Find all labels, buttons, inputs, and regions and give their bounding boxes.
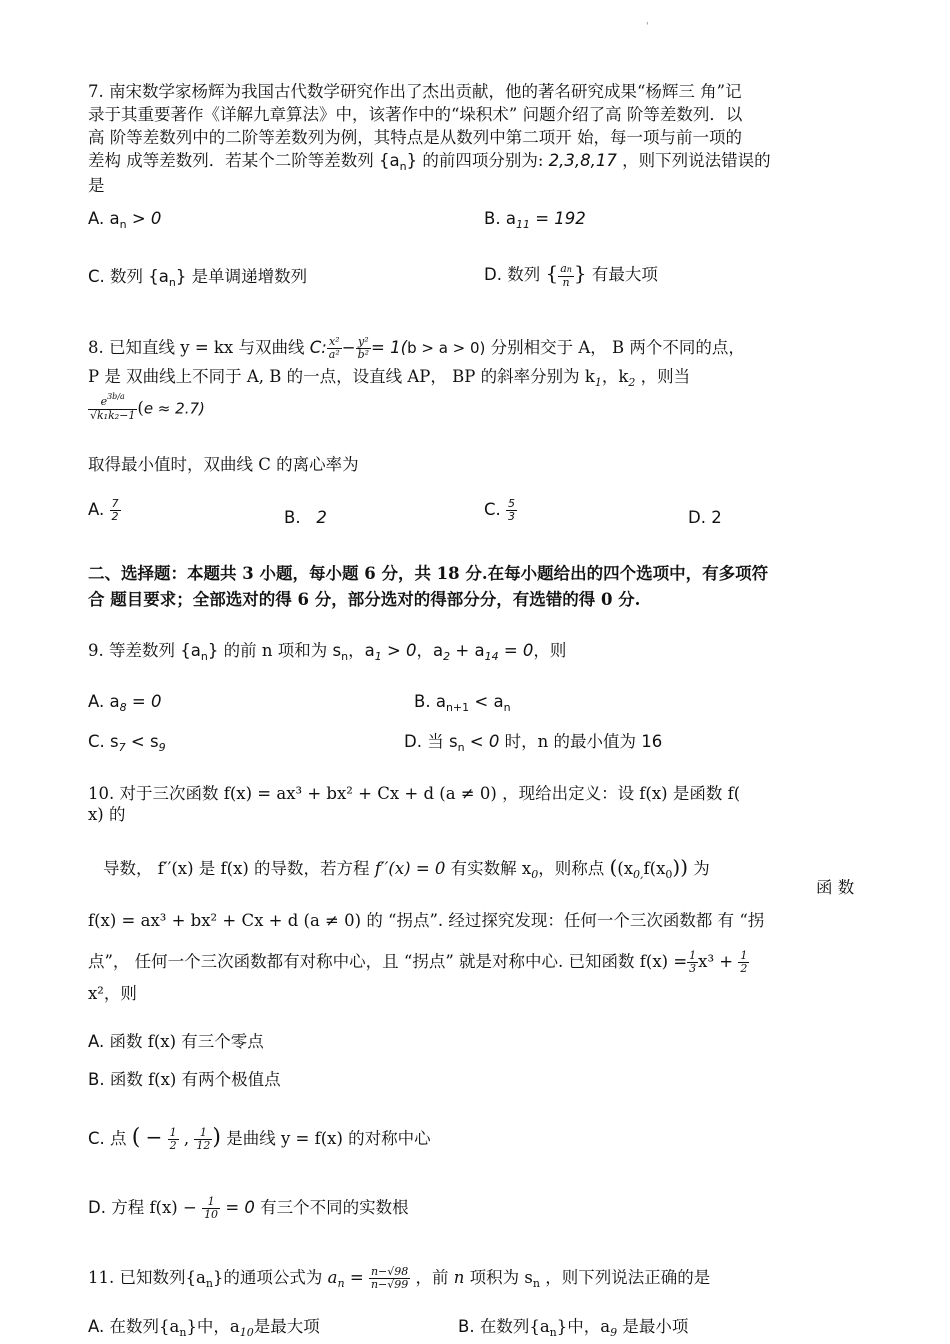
q8-line-3: $\frac{e^{3b/a}}{\text{√k₁k₂−1}}$ (e ≈ 2.7) [90, 392, 205, 422]
q9-stem: 9. 等差数列 $\{a_n\}$ 的前 n 项和为 $s_n$，$a_1 > 0$，$a_2 + a_{14} = 0$，则 [88, 641, 567, 663]
q8-line-2: P 是 双曲线上不同于 A, B 的一点，设直线 AP， BP 的斜率分别为 $k_1$，$k_2$ ，则当 [88, 367, 691, 389]
q7-line-4: 差构 成等差数列．若某个二阶等差数列 $\{a_n\}$ 的前四项分别为: 2,3,8,17 ，则下列说法错误的 [88, 151, 771, 173]
q8-option-c: C. $\frac{5}{3}$ [484, 497, 516, 523]
q8-option-b: B. 2 [284, 508, 327, 527]
q11-stem: 11. 已知数列$\{a_n\}$的通项公式为 $a_n$ = $\frac{n-√98}{n-√99}$ ，前 n 项积为 $s_n$ ，则下列说法正确的是 [88, 1265, 711, 1291]
question-7-stem [88, 80, 864, 197]
q7-option-c: C. 数列 $\{a_n\}$ 是单调递增数列 [88, 267, 308, 289]
q9-option-c: C. $s_7 < s_9$ [88, 732, 166, 754]
q8-line-1: 8. 已知直线 y = kx 与双曲线 C: $\frac{\text{x²}}{\text{a²}}$ − $\frac{\text{y²}}{\text{b²}}$ = 1(b > a > 0) 分别相交于 A， B 两个不同的点， [88, 335, 745, 361]
q8-line-4: 取得最小值时，双曲线 C 的离心率为 [88, 455, 359, 474]
q9-option-a: A. $a_8 = 0$ [88, 692, 162, 714]
q7-line-1: 7. 南宋数学家杨辉为我国古代数学研究作出了杰出贡献，他的著名研究成果“杨辉三 角”记 [88, 82, 742, 101]
q10-line-4: f(x) = ax³ + bx² + Cx + d (a ≠ 0) 的 “拐点”. 经过探究发现：任何一个三次函数都 有 “拐 [88, 911, 765, 930]
q10-line-5: 点”， 任何一个三次函数都有对称中心，且 “拐点” 就是对称中心. 已知函数 f(x) = $\frac{1}{3}$ x³ + $\frac{1}{2}$ [88, 949, 748, 975]
q7-line-2: 录于其重要著作《详解九章算法》中，该著作中的“垛积术” 问题介绍了高 阶等差数列．以 [88, 105, 743, 124]
q7-option-a: A. $a_n > 0$ [88, 209, 162, 231]
q10-line-2: x) 的 [88, 805, 126, 824]
q9-option-b: B. $a_{n+1} < a_n$ [414, 692, 511, 714]
q9-option-d: D. 当 $s_n < 0$ 时，n 的最小值为 16 [404, 732, 663, 754]
q10-line-3: 导数， f′′(x) 是 f(x) 的导数，若方程 f′′(x) = 0 有实数解 $x_0$，则称点 ($(x_{0,}f(x_0))$ 为 [103, 855, 710, 881]
q10-line-6: x²，则 [88, 984, 137, 1003]
q7-line-3: 高 阶等差数列中的二阶等差数列为例，其特点是从数列中第二项开 始，每一项与前一项的 [88, 128, 742, 147]
q10-option-a: A. 函数 f(x) 有三个零点 [88, 1032, 264, 1051]
q11-option-b: B. 在数列$\{a_n\}$中，$a_9$ 是最小项 [458, 1317, 689, 1339]
page-mark: ' [646, 22, 649, 32]
q11-option-a: A. 在数列$\{a_n\}$中，$a_{10}$是最大项 [88, 1317, 320, 1339]
q10-line-1: 10. 对于三次函数 f(x) = ax³ + bx² + Cx + d (a ≠ 0) ，现给出定义：设 f(x) 是函数 f( [88, 784, 741, 803]
q10-line-3b: 函 数 [816, 878, 855, 897]
q7-line-5: 是 [88, 176, 105, 195]
section-2-header: 二、选择题：本题共 3 小题，每小题 6 分，共 18 分.在每小题给出的四个选项中，有多项符 合 题目要求；全部选对的得 6 分，部分选对的得部分分，有选错的得 0 分. [88, 564, 769, 609]
q10-option-d: D. 方程 f(x) − $\frac{1}{10}$ = 0 有三个不同的实数根 [88, 1195, 409, 1221]
q7-option-b: B. $a_{11} = 192$ [484, 209, 586, 231]
q10-option-b: B. 函数 f(x) 有两个极值点 [88, 1070, 281, 1089]
q7-option-d: D. 数列 { $\frac{an}{n}$ } 有最大项 [484, 261, 658, 289]
q8-option-d: D. 2 [688, 508, 722, 527]
q8-option-a: A. $\frac{7}{2}$ [88, 497, 119, 523]
q10-option-c: C. 点 ( − $\frac{1}{2}$ , $\frac{1}{12}$ ) 是曲线 y = f(x) 的对称中心 [88, 1125, 431, 1152]
